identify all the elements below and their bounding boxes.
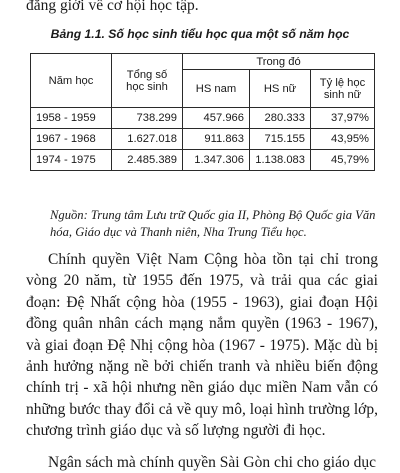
table-row [31,108,375,129]
header-total: Tổng số học sinh [112,54,183,108]
header-female-ratio: Tỷ lệ học sinh nữ [311,70,375,108]
cell-female: 1.138.083 [250,150,311,171]
body-text [26,249,378,473]
student-statistics-table [30,53,375,171]
cell-female: 280.333 [250,108,311,129]
cell-female: 715.155 [250,129,311,150]
cell-year: 1958 - 1959 [31,108,112,129]
cell-male: 457.966 [183,108,250,129]
table-row [31,150,375,171]
table-row [31,129,375,150]
cell-year: 1967 - 1968 [31,129,112,150]
cell-male: 911.863 [183,129,250,150]
cell-ratio: 37,97% [311,108,375,129]
header-year: Năm học [31,54,112,108]
paragraph: Chính quyền Việt Nam Cộng hòa tồn tại chỉ trong vòng 20 năm, từ 1955 đến 1975, và trải qua các giai đoạn: Đệ Nhất cộng hòa (1955 - 1963), giai đoạn Hội đồng quân nhân cách mạng nắm quyền (1963 - 1967), và giai đoạn Đệ Nhị cộng hòa (1967 - 1975). Mặc dù bị ảnh hưởng nặng nề bởi chiến tranh và nhiều biến động chính trị - xã hội nhưng nền giáo dục miền Nam vẫn có những bước thay đổi cả về quy mô, loại hình trường lớp, chương trình giáo dục và số lượng người đi học. [26,251,378,440]
cell-ratio: 43,95% [311,129,375,150]
header-group: Trong đó [183,54,375,70]
header-male: HS nam [183,70,250,108]
paragraph: Ngân sách mà chính quyền Sài Gòn chi cho giáo dục [48,453,376,471]
header-female: HS nữ [250,70,311,108]
preceding-text-line: đẳng giới về cơ hội học tập. [26,0,199,14]
cell-total: 1.627.018 [112,129,183,150]
cell-total: 738.299 [112,108,183,129]
table-source-note: Nguồn: Trung tâm Lưu trữ Quốc gia II, Phòng Bộ Quốc gia Văn hóa, Giáo dục và Thanh niên, Nha Trung Tiểu học. [50,208,376,239]
table-header-row-1 [31,54,375,70]
cell-male: 1.347.306 [183,150,250,171]
cell-ratio: 45,79% [311,150,375,171]
table-caption: Bảng 1.1. Số học sinh tiểu học qua một số năm học [50,27,350,41]
cell-year: 1974 - 1975 [31,150,112,171]
cell-total: 2.485.389 [112,150,183,171]
